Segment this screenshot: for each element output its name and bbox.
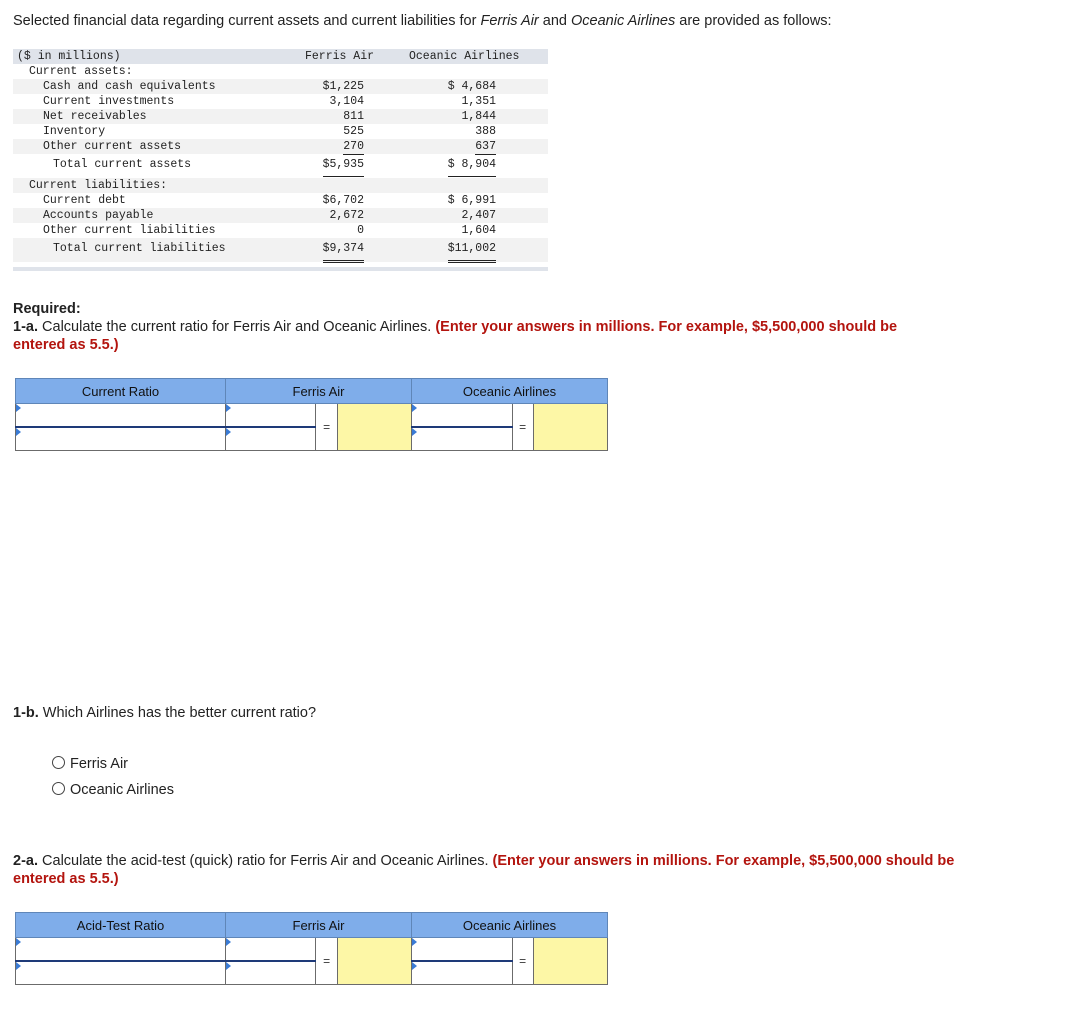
total-assets-ferris: $5,935 bbox=[323, 154, 364, 179]
q1a-instruction: (Enter your answers in millions. For example, $5,500,000 should be entered as 5.5.) bbox=[13, 319, 898, 353]
fin-section-liabilities bbox=[13, 178, 548, 193]
grid2-header-oceanic: Oceanic Airlines bbox=[412, 913, 608, 938]
intro-suffix: are provided as follows: bbox=[675, 13, 832, 29]
grid1-ferris-equals: = bbox=[316, 404, 337, 451]
fin-row-ferris: 0 bbox=[357, 224, 364, 237]
grid1-header-oceanic: Oceanic Airlines bbox=[412, 379, 608, 404]
dropdown-marker-icon bbox=[226, 428, 231, 436]
fin-header-units: ($ in millions) bbox=[17, 50, 121, 63]
financial-data-table bbox=[13, 49, 548, 271]
fin-row bbox=[13, 139, 548, 154]
intro-company-1: Ferris Air bbox=[480, 13, 539, 29]
fin-header-row bbox=[13, 49, 548, 64]
fin-row-label: Other current liabilities bbox=[43, 224, 216, 237]
q1a-text: Calculate the current ratio for Ferris Air and Oceanic Airlines. bbox=[38, 319, 436, 335]
radio-ferris-air[interactable] bbox=[52, 756, 128, 772]
q1a-number: 1-a. bbox=[13, 319, 38, 335]
fin-bottom-rule bbox=[13, 267, 548, 271]
fin-row bbox=[13, 79, 548, 94]
fin-row bbox=[13, 223, 548, 238]
fin-row-oceanic: 1,844 bbox=[461, 110, 496, 123]
fin-row-label: Accounts payable bbox=[43, 209, 154, 222]
grid2-ferris-equals: = bbox=[316, 938, 337, 985]
dropdown-marker-icon bbox=[16, 404, 21, 412]
grid2-label-input-denominator[interactable] bbox=[16, 961, 226, 985]
grid2-oceanic-denominator-input[interactable] bbox=[412, 961, 513, 985]
grid2-label-input-numerator[interactable] bbox=[16, 938, 226, 962]
total-assets-oceanic: $ 8,904 bbox=[448, 154, 496, 179]
total-liabilities-oceanic: $11,002 bbox=[448, 238, 496, 263]
required-section bbox=[13, 300, 953, 354]
grid1-label-input-denominator[interactable] bbox=[16, 427, 226, 451]
grid1-oceanic-numerator-input[interactable] bbox=[412, 404, 513, 428]
radio-circle-icon[interactable] bbox=[52, 756, 65, 769]
fin-row-ferris: $6,702 bbox=[322, 194, 364, 207]
radio-oceanic-airlines[interactable] bbox=[52, 782, 174, 798]
dropdown-marker-icon bbox=[226, 938, 231, 946]
fin-row-ferris: 811 bbox=[343, 110, 364, 123]
radio-ferris-air-label: Ferris Air bbox=[70, 756, 128, 772]
grid1-ferris-numerator-input[interactable] bbox=[226, 404, 316, 428]
total-assets-label: Total current assets bbox=[53, 158, 192, 171]
grid1-header-label: Current Ratio bbox=[16, 379, 226, 404]
fin-section-assets bbox=[13, 64, 548, 79]
grid1-ferris-denominator-input[interactable] bbox=[226, 427, 316, 451]
fin-row-oceanic: 2,407 bbox=[461, 209, 496, 222]
grid2-ferris-denominator-input[interactable] bbox=[226, 961, 316, 985]
grid2-header-label: Acid-Test Ratio bbox=[16, 913, 226, 938]
fin-row-ferris: 2,672 bbox=[329, 209, 364, 222]
fin-row-oceanic: 1,604 bbox=[461, 224, 496, 237]
total-liabilities-ferris: $9,374 bbox=[323, 238, 364, 263]
grid1-header-ferris: Ferris Air bbox=[226, 379, 412, 404]
fin-row bbox=[13, 193, 548, 208]
fin-total-liabilities-row bbox=[13, 238, 548, 262]
fin-row-oceanic: $ 6,991 bbox=[447, 194, 496, 207]
radio-oceanic-airlines-label: Oceanic Airlines bbox=[70, 782, 174, 798]
fin-row-label: Other current assets bbox=[43, 140, 182, 153]
intro-prefix: Selected financial data regarding current assets and current liabilities for bbox=[13, 13, 481, 29]
fin-header-ferris: Ferris Air bbox=[305, 50, 375, 63]
intro-company-2: Oceanic Airlines bbox=[571, 13, 676, 29]
fin-total-assets-row bbox=[13, 154, 548, 178]
dropdown-marker-icon bbox=[412, 428, 417, 436]
grid2-oceanic-equals: = bbox=[512, 938, 533, 985]
fin-row-oceanic: 1,351 bbox=[461, 95, 496, 108]
q1a-prompt bbox=[13, 318, 953, 354]
fin-row-ferris: 3,104 bbox=[329, 95, 364, 108]
current-ratio-grid bbox=[15, 378, 608, 451]
q1b-number: 1-b. bbox=[13, 705, 39, 721]
radio-circle-icon[interactable] bbox=[52, 782, 65, 795]
grid2-header-ferris: Ferris Air bbox=[226, 913, 412, 938]
grid1-oceanic-result-input[interactable] bbox=[533, 404, 607, 451]
grid2-ferris-result-input[interactable] bbox=[337, 938, 411, 985]
fin-row-label: Current investments bbox=[43, 95, 175, 108]
intro-and: and bbox=[538, 13, 571, 29]
dropdown-marker-icon bbox=[412, 404, 417, 412]
fin-row bbox=[13, 94, 548, 109]
fin-row-label: Inventory bbox=[43, 125, 106, 138]
grid2-oceanic-result-input[interactable] bbox=[533, 938, 607, 985]
q2a-text: Calculate the acid-test (quick) ratio for Ferris Air and Oceanic Airlines. bbox=[38, 853, 493, 869]
grid2-oceanic-numerator-input[interactable] bbox=[412, 938, 513, 962]
dropdown-marker-icon bbox=[226, 404, 231, 412]
acid-test-ratio-grid bbox=[15, 912, 608, 985]
fin-row-label: Current debt bbox=[43, 194, 126, 207]
current-assets-label: Current assets: bbox=[29, 65, 133, 78]
dropdown-marker-icon bbox=[16, 962, 21, 970]
fin-row bbox=[13, 208, 548, 223]
dropdown-marker-icon bbox=[412, 962, 417, 970]
current-liabilities-label: Current liabilities: bbox=[29, 179, 168, 192]
fin-row-oceanic: $ 4,684 bbox=[447, 80, 496, 93]
required-title: Required: bbox=[13, 301, 81, 317]
grid1-oceanic-equals: = bbox=[512, 404, 533, 451]
fin-header-oceanic: Oceanic Airlines bbox=[409, 50, 520, 63]
fin-row-ferris: 525 bbox=[343, 125, 364, 138]
fin-row-ferris: $1,225 bbox=[322, 80, 364, 93]
fin-row bbox=[13, 109, 548, 124]
q2a-number: 2-a. bbox=[13, 853, 38, 869]
grid1-label-input-numerator[interactable] bbox=[16, 404, 226, 428]
grid1-ferris-result-input[interactable] bbox=[337, 404, 411, 451]
q2a-prompt bbox=[13, 852, 963, 888]
q1b-text: Which Airlines has the better current ratio? bbox=[38, 705, 317, 721]
fin-row-label: Cash and cash equivalents bbox=[43, 80, 216, 93]
fin-row bbox=[13, 124, 548, 139]
grid1-oceanic-denominator-input[interactable] bbox=[412, 427, 513, 451]
grid2-ferris-numerator-input[interactable] bbox=[226, 938, 316, 962]
fin-row-ferris: 270 bbox=[343, 140, 364, 153]
fin-row-oceanic: 637 bbox=[475, 140, 496, 153]
dropdown-marker-icon bbox=[16, 428, 21, 436]
dropdown-marker-icon bbox=[226, 962, 231, 970]
fin-row-label: Net receivables bbox=[43, 110, 147, 123]
total-liabilities-label: Total current liabilities bbox=[53, 242, 226, 255]
q2a-instruction: (Enter your answers in millions. For example, $5,500,000 should be entered as 5.5.) bbox=[13, 853, 955, 887]
q1b-prompt bbox=[13, 704, 316, 722]
fin-row-oceanic: 388 bbox=[475, 125, 496, 138]
dropdown-marker-icon bbox=[412, 938, 417, 946]
intro-text bbox=[13, 13, 832, 29]
dropdown-marker-icon bbox=[16, 938, 21, 946]
